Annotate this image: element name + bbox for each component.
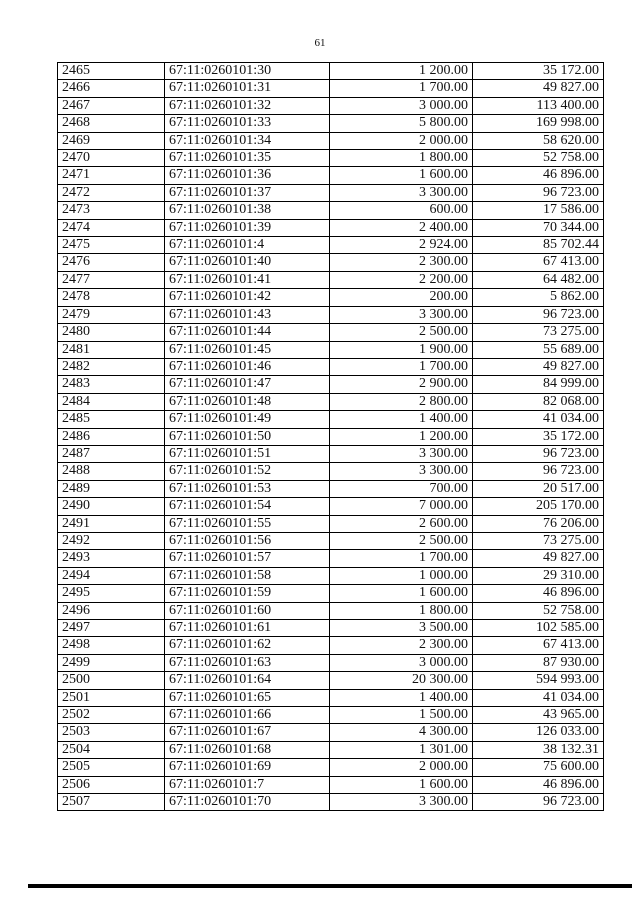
- area-cell: 20 300.00: [330, 672, 473, 689]
- row-number-cell: 2471: [58, 167, 165, 184]
- row-number-cell: 2491: [58, 515, 165, 532]
- value-cell: 96 723.00: [473, 463, 604, 480]
- row-number-cell: 2472: [58, 184, 165, 201]
- value-cell: 84 999.00: [473, 376, 604, 393]
- area-cell: 600.00: [330, 202, 473, 219]
- area-cell: 2 000.00: [330, 759, 473, 776]
- area-cell: 2 924.00: [330, 237, 473, 254]
- table-row: [58, 237, 604, 254]
- cadastral-number-cell: 67:11:0260101:7: [165, 776, 330, 793]
- table-row: [58, 567, 604, 584]
- value-cell: 64 482.00: [473, 271, 604, 288]
- cadastral-number-cell: 67:11:0260101:42: [165, 289, 330, 306]
- value-cell: 20 517.00: [473, 480, 604, 497]
- area-cell: 1 500.00: [330, 707, 473, 724]
- row-number-cell: 2498: [58, 637, 165, 654]
- table-body: [58, 63, 604, 811]
- area-cell: 1 600.00: [330, 585, 473, 602]
- value-cell: 46 896.00: [473, 776, 604, 793]
- row-number-cell: 2496: [58, 602, 165, 619]
- value-cell: 594 993.00: [473, 672, 604, 689]
- value-cell: 49 827.00: [473, 80, 604, 97]
- table-row: [58, 532, 604, 549]
- area-cell: 1 600.00: [330, 167, 473, 184]
- area-cell: 2 600.00: [330, 515, 473, 532]
- value-cell: 85 702.44: [473, 237, 604, 254]
- page-number: 61: [314, 37, 326, 49]
- value-cell: 38 132.31: [473, 741, 604, 758]
- area-cell: 4 300.00: [330, 724, 473, 741]
- row-number-cell: 2492: [58, 532, 165, 549]
- row-number-cell: 2495: [58, 585, 165, 602]
- table-row: [58, 341, 604, 358]
- value-cell: 52 758.00: [473, 602, 604, 619]
- row-number-cell: 2466: [58, 80, 165, 97]
- row-number-cell: 2477: [58, 271, 165, 288]
- row-number-cell: 2479: [58, 306, 165, 323]
- area-cell: 2 900.00: [330, 376, 473, 393]
- cadastral-number-cell: 67:11:0260101:63: [165, 654, 330, 671]
- area-cell: 3 000.00: [330, 654, 473, 671]
- row-number-cell: 2506: [58, 776, 165, 793]
- value-cell: 73 275.00: [473, 532, 604, 549]
- table-row: [58, 219, 604, 236]
- row-number-cell: 2499: [58, 654, 165, 671]
- area-cell: 1 900.00: [330, 341, 473, 358]
- row-number-cell: 2487: [58, 445, 165, 462]
- row-number-cell: 2504: [58, 741, 165, 758]
- table-row: [58, 637, 604, 654]
- table-row: [58, 306, 604, 323]
- cadastral-number-cell: 67:11:0260101:43: [165, 306, 330, 323]
- area-cell: 1 301.00: [330, 741, 473, 758]
- cadastral-number-cell: 67:11:0260101:55: [165, 515, 330, 532]
- cadastral-number-cell: 67:11:0260101:50: [165, 428, 330, 445]
- cadastral-number-cell: 67:11:0260101:62: [165, 637, 330, 654]
- area-cell: 1 200.00: [330, 428, 473, 445]
- cadastral-number-cell: 67:11:0260101:4: [165, 237, 330, 254]
- value-cell: 35 172.00: [473, 63, 604, 80]
- row-number-cell: 2493: [58, 550, 165, 567]
- cadastral-number-cell: 67:11:0260101:67: [165, 724, 330, 741]
- row-number-cell: 2478: [58, 289, 165, 306]
- table-row: [58, 759, 604, 776]
- value-cell: 96 723.00: [473, 306, 604, 323]
- row-number-cell: 2467: [58, 97, 165, 114]
- cadastral-number-cell: 67:11:0260101:53: [165, 480, 330, 497]
- row-number-cell: 2502: [58, 707, 165, 724]
- row-number-cell: 2507: [58, 794, 165, 811]
- cadastral-number-cell: 67:11:0260101:68: [165, 741, 330, 758]
- cadastral-number-cell: 67:11:0260101:44: [165, 324, 330, 341]
- value-cell: 35 172.00: [473, 428, 604, 445]
- cadastral-number-cell: 67:11:0260101:51: [165, 445, 330, 462]
- row-number-cell: 2503: [58, 724, 165, 741]
- area-cell: 2 200.00: [330, 271, 473, 288]
- row-number-cell: 2475: [58, 237, 165, 254]
- value-cell: 102 585.00: [473, 620, 604, 637]
- cadastral-number-cell: 67:11:0260101:48: [165, 393, 330, 410]
- table-row: [58, 515, 604, 532]
- area-cell: 3 000.00: [330, 97, 473, 114]
- table-row: [58, 411, 604, 428]
- cadastral-number-cell: 67:11:0260101:59: [165, 585, 330, 602]
- row-number-cell: 2476: [58, 254, 165, 271]
- cadastral-number-cell: 67:11:0260101:52: [165, 463, 330, 480]
- table-row: [58, 254, 604, 271]
- value-cell: 46 896.00: [473, 167, 604, 184]
- table-row: [58, 707, 604, 724]
- table-row: [58, 132, 604, 149]
- cadastral-number-cell: 67:11:0260101:34: [165, 132, 330, 149]
- value-cell: 49 827.00: [473, 358, 604, 375]
- area-cell: 2 400.00: [330, 219, 473, 236]
- area-cell: 700.00: [330, 480, 473, 497]
- table-row: [58, 115, 604, 132]
- value-cell: 113 400.00: [473, 97, 604, 114]
- cadastral-number-cell: 67:11:0260101:45: [165, 341, 330, 358]
- area-cell: 1 800.00: [330, 602, 473, 619]
- value-cell: 41 034.00: [473, 689, 604, 706]
- value-cell: 17 586.00: [473, 202, 604, 219]
- row-number-cell: 2470: [58, 150, 165, 167]
- value-cell: 82 068.00: [473, 393, 604, 410]
- table-row: [58, 776, 604, 793]
- table-row: [58, 602, 604, 619]
- cadastral-number-cell: 67:11:0260101:54: [165, 498, 330, 515]
- table-row: [58, 324, 604, 341]
- area-cell: 3 300.00: [330, 463, 473, 480]
- value-cell: 41 034.00: [473, 411, 604, 428]
- area-cell: 7 000.00: [330, 498, 473, 515]
- area-cell: 2 500.00: [330, 532, 473, 549]
- table-row: [58, 550, 604, 567]
- area-cell: 5 800.00: [330, 115, 473, 132]
- area-cell: 200.00: [330, 289, 473, 306]
- value-cell: 76 206.00: [473, 515, 604, 532]
- value-cell: 70 344.00: [473, 219, 604, 236]
- value-cell: 43 965.00: [473, 707, 604, 724]
- cadastral-number-cell: 67:11:0260101:37: [165, 184, 330, 201]
- row-number-cell: 2465: [58, 63, 165, 80]
- cadastral-number-cell: 67:11:0260101:70: [165, 794, 330, 811]
- row-number-cell: 2505: [58, 759, 165, 776]
- value-cell: 126 033.00: [473, 724, 604, 741]
- value-cell: 5 862.00: [473, 289, 604, 306]
- row-number-cell: 2473: [58, 202, 165, 219]
- row-number-cell: 2500: [58, 672, 165, 689]
- area-cell: 2 500.00: [330, 324, 473, 341]
- value-cell: 67 413.00: [473, 637, 604, 654]
- row-number-cell: 2488: [58, 463, 165, 480]
- table-row: [58, 585, 604, 602]
- area-cell: 2 000.00: [330, 132, 473, 149]
- cadastral-number-cell: 67:11:0260101:58: [165, 567, 330, 584]
- cadastral-number-cell: 67:11:0260101:36: [165, 167, 330, 184]
- table-row: [58, 724, 604, 741]
- row-number-cell: 2501: [58, 689, 165, 706]
- row-number-cell: 2486: [58, 428, 165, 445]
- area-cell: 3 500.00: [330, 620, 473, 637]
- table-row: [58, 289, 604, 306]
- area-cell: 1 400.00: [330, 411, 473, 428]
- table-row: [58, 202, 604, 219]
- cadastral-number-cell: 67:11:0260101:56: [165, 532, 330, 549]
- table-row: [58, 184, 604, 201]
- value-cell: 29 310.00: [473, 567, 604, 584]
- table-row: [58, 480, 604, 497]
- table-row: [58, 689, 604, 706]
- row-number-cell: 2482: [58, 358, 165, 375]
- area-cell: 2 300.00: [330, 254, 473, 271]
- cadastral-number-cell: 67:11:0260101:69: [165, 759, 330, 776]
- cadastral-number-cell: 67:11:0260101:46: [165, 358, 330, 375]
- area-cell: 1 200.00: [330, 63, 473, 80]
- table-row: [58, 620, 604, 637]
- table-row: [58, 428, 604, 445]
- row-number-cell: 2494: [58, 567, 165, 584]
- table-row: [58, 376, 604, 393]
- cadastral-number-cell: 67:11:0260101:31: [165, 80, 330, 97]
- value-cell: 49 827.00: [473, 550, 604, 567]
- area-cell: 2 300.00: [330, 637, 473, 654]
- value-cell: 73 275.00: [473, 324, 604, 341]
- row-number-cell: 2497: [58, 620, 165, 637]
- area-cell: 1 400.00: [330, 689, 473, 706]
- row-number-cell: 2474: [58, 219, 165, 236]
- area-cell: 1 700.00: [330, 358, 473, 375]
- table-row: [58, 97, 604, 114]
- bottom-rule: [28, 884, 632, 888]
- table-row: [58, 672, 604, 689]
- table-row: [58, 150, 604, 167]
- cadastral-number-cell: 67:11:0260101:60: [165, 602, 330, 619]
- table-row: [58, 445, 604, 462]
- row-number-cell: 2489: [58, 480, 165, 497]
- value-cell: 67 413.00: [473, 254, 604, 271]
- row-number-cell: 2481: [58, 341, 165, 358]
- cadastral-number-cell: 67:11:0260101:64: [165, 672, 330, 689]
- table-row: [58, 741, 604, 758]
- value-cell: 52 758.00: [473, 150, 604, 167]
- area-cell: 3 300.00: [330, 794, 473, 811]
- value-cell: 55 689.00: [473, 341, 604, 358]
- row-number-cell: 2468: [58, 115, 165, 132]
- cadastral-number-cell: 67:11:0260101:30: [165, 63, 330, 80]
- cadastral-number-cell: 67:11:0260101:47: [165, 376, 330, 393]
- row-number-cell: 2490: [58, 498, 165, 515]
- cadastral-number-cell: 67:11:0260101:57: [165, 550, 330, 567]
- table-row: [58, 794, 604, 811]
- area-cell: 1 800.00: [330, 150, 473, 167]
- table-row: [58, 393, 604, 410]
- cadastral-number-cell: 67:11:0260101:41: [165, 271, 330, 288]
- table-row: [58, 654, 604, 671]
- table-row: [58, 80, 604, 97]
- value-cell: 46 896.00: [473, 585, 604, 602]
- table-row: [58, 463, 604, 480]
- value-cell: 96 723.00: [473, 445, 604, 462]
- table-row: [58, 271, 604, 288]
- area-cell: 1 600.00: [330, 776, 473, 793]
- row-number-cell: 2480: [58, 324, 165, 341]
- value-cell: 96 723.00: [473, 184, 604, 201]
- area-cell: 3 300.00: [330, 184, 473, 201]
- area-cell: 1 000.00: [330, 567, 473, 584]
- row-number-cell: 2485: [58, 411, 165, 428]
- value-cell: 87 930.00: [473, 654, 604, 671]
- area-cell: 3 300.00: [330, 445, 473, 462]
- cadastral-number-cell: 67:11:0260101:65: [165, 689, 330, 706]
- value-cell: 205 170.00: [473, 498, 604, 515]
- table-row: [58, 498, 604, 515]
- area-cell: 1 700.00: [330, 550, 473, 567]
- cadastral-number-cell: 67:11:0260101:35: [165, 150, 330, 167]
- value-cell: 58 620.00: [473, 132, 604, 149]
- cadastral-table: [57, 62, 604, 811]
- value-cell: 75 600.00: [473, 759, 604, 776]
- cadastral-number-cell: 67:11:0260101:32: [165, 97, 330, 114]
- cadastral-number-cell: 67:11:0260101:66: [165, 707, 330, 724]
- row-number-cell: 2469: [58, 132, 165, 149]
- value-cell: 169 998.00: [473, 115, 604, 132]
- cadastral-number-cell: 67:11:0260101:38: [165, 202, 330, 219]
- table-row: [58, 167, 604, 184]
- cadastral-number-cell: 67:11:0260101:39: [165, 219, 330, 236]
- area-cell: 2 800.00: [330, 393, 473, 410]
- cadastral-number-cell: 67:11:0260101:33: [165, 115, 330, 132]
- cadastral-number-cell: 67:11:0260101:40: [165, 254, 330, 271]
- cadastral-number-cell: 67:11:0260101:49: [165, 411, 330, 428]
- table-row: [58, 358, 604, 375]
- cadastral-number-cell: 67:11:0260101:61: [165, 620, 330, 637]
- value-cell: 96 723.00: [473, 794, 604, 811]
- area-cell: 3 300.00: [330, 306, 473, 323]
- row-number-cell: 2483: [58, 376, 165, 393]
- area-cell: 1 700.00: [330, 80, 473, 97]
- table-row: [58, 63, 604, 80]
- row-number-cell: 2484: [58, 393, 165, 410]
